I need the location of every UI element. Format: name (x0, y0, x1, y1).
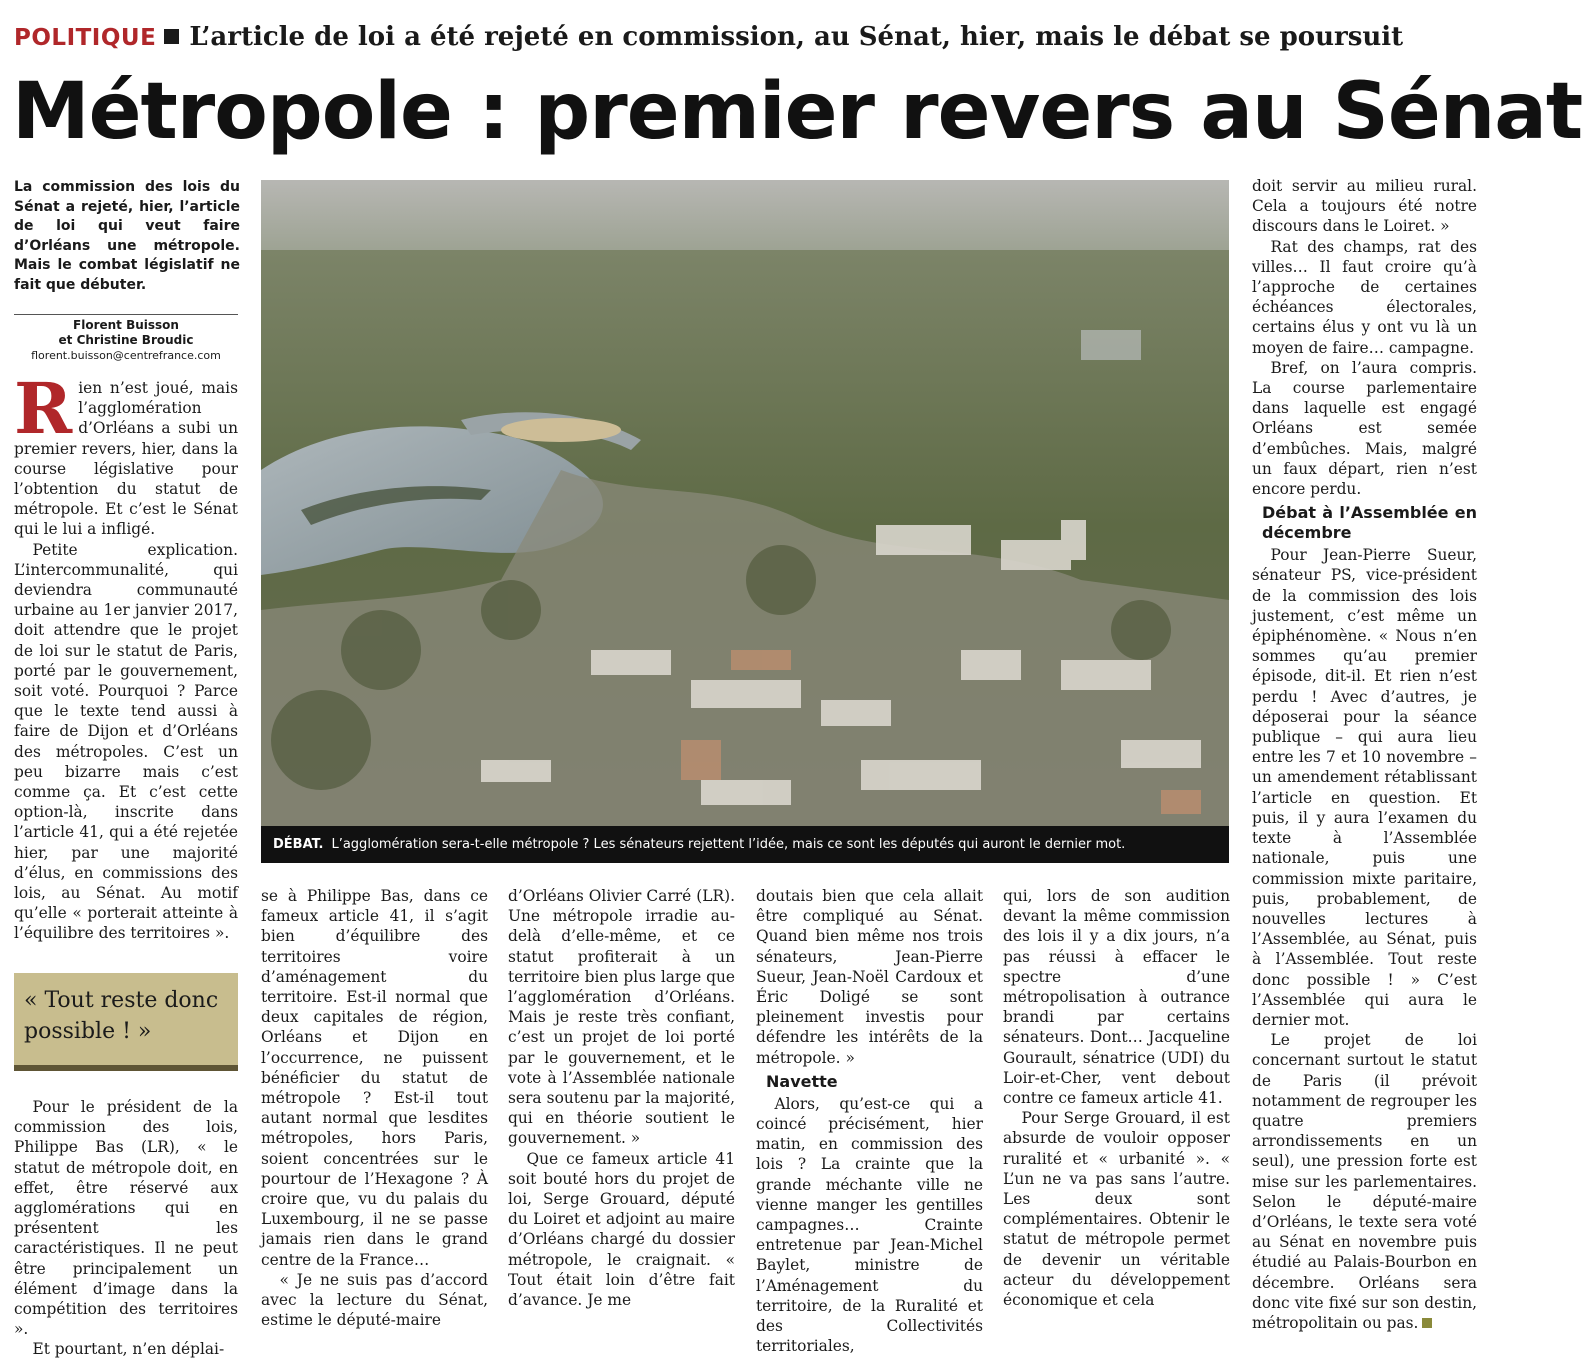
kicker (14, 22, 1403, 56)
article-paragraph: Et pourtant, n’en déplai- (32, 1340, 225, 1359)
article-column-4 (756, 886, 983, 1356)
article-paragraph: Bref, on l’aura compris. La course parlementaire dans laquelle est engagé Orléans est semée d’embûches. Mais, malgré un faux départ, rien n’est encore perdu. (1252, 358, 1477, 499)
kicker-square-icon (164, 29, 179, 44)
article-paragraph: Rien n’est joué, mais l’agglomération d’Orléans a subi un premier revers, hier, dans la course législative pour l’obtention du statut de métropole. Et c’est le Sénat qui le lui a infligé. (14, 367, 238, 539)
byline (14, 318, 238, 363)
photo-illustration (261, 180, 1229, 863)
article-column-6 (1252, 176, 1477, 1338)
article-paragraph: doutais bien que cela allait être compliqué au Sénat. Quand bien même nos trois sénateurs, Jean-Pierre Sueur, Jean-Noël Cardoux et Éric Doligé se sont pleinement investis pour défendre les intérêts de la métropole. » (756, 887, 983, 1067)
article-paragraph: « Je ne suis pas d’accord avec la lecture du Sénat, estime le député-maire (261, 1270, 488, 1330)
article-column-1 (14, 367, 238, 958)
article-paragraph: Alors, qu’est-ce qui a coincé précisément, hier matin, en commission des lois ? La crainte que la grande méchante ville ne vienne manger les gentilles campagnes… Crainte entretenue par Jean-Michel Baylet, ministre de l’Aménagement du territoire, de la Ruralité et des Collectivités territoriales, (756, 1094, 983, 1356)
byline-author-2: et Christine Broudic (58, 333, 194, 347)
byline-author-1: Florent Buisson (73, 318, 179, 332)
article-paragraph: doit servir au milieu rural. Cela a toujours été notre discours dans le Loiret. » (1252, 177, 1477, 236)
article-column-2 (261, 886, 488, 1338)
article-paragraph: Pour le président de la commission des lois, Philippe Bas (LR), « le statut de métropole doit, en effet, être réservé aux agglomérations qui en présentent les caractéristiques. Il ne peut être principalement un élément d’image dans la compétition des territoires ». (14, 1098, 238, 1339)
headline: Métropole : premier revers au Sénat (12, 67, 1582, 157)
byline-rule (14, 314, 238, 315)
section-label: POLITIQUE (14, 25, 157, 51)
article-column-3 (508, 886, 735, 1338)
subheading: Débat à l’Assemblée en décembre (1262, 503, 1477, 543)
subheading: Navette (766, 1071, 838, 1091)
article-paragraph: qui, lors de son audition devant la même commission des lois il y a dix jours, n’a pas réussi à effacer le spectre d’une métropolisation à outrance brandi par certains sénateurs. Dont… Jacqueline Gourault, sénatrice (UDI) du Loir-et-Cher, vent debout contre ce fameux article 41. (1003, 887, 1230, 1108)
lede: La commission des lois du Sénat a rejeté, hier, l’article de loi qui veut faire d’Orléans une métropole. Mais le combat législatif ne fait que débuter. (14, 179, 240, 293)
caption-label: DÉBAT. (273, 837, 324, 852)
article-paragraph: Pour Serge Grouard, il est absurde de vouloir opposer ruralité et « urbanité ». « L’un ne va pas sans l’autre. Les deux sont complémentaires. Obtenir le statut de métropole permet de devenir un véritable acteur du développement économique et cela (1003, 1109, 1230, 1310)
article-paragraph: Rat des champs, rat des villes… Il faut croire qu’à l’approche de certaines échéances électorales, certains élus y ont vu là un moyen de faire… campagne. (1252, 237, 1477, 357)
end-of-article-mark-icon (1422, 1318, 1432, 1328)
article-paragraph: se à Philippe Bas, dans ce fameux article 41, il s’agit bien d’équilibre des territoires voire d’aménagement du territoire. Est-il normal que deux capitales de région, Orléans et Dijon en l’occurrence, ne puissent bénéficier du statut de métropole ? Est-il tout autant normal que lesdites métropoles, hors Paris, soient concentrées sur le pourtour de l’Hexagone ? À croire que, vu du palais du Luxembourg, il ne se passe jamais rien dans le grand centre de la France… (261, 887, 488, 1269)
pull-quote: « Tout reste donc possible ! » (14, 973, 238, 1071)
article-paragraph: Pour Jean-Pierre Sueur, sénateur PS, vice-président de la commission des lois justement, c’est même un épiphénomène. « Nous n’en sommes qu’au premier épisode, dit-il. Et rien n’est perdu ! Avec d’autres, je déposerai pour la séance publique – qui aura lieu entre les 7 et 10 novembre – un amendement rétablissant l’article en question. Et puis, il y aura l’examen du texte à l’Assemblée nationale, puis une commission mixte paritaire, puis, probablement, de nouvelles lectures à l’Assemblée, au Sénat, puis à l’Assemblée. Tout reste donc possible ! » C’est l’Assemblée qui aura le dernier mot. (1252, 546, 1477, 1029)
byline-email: florent.buisson@centrefrance.com (31, 349, 221, 362)
caption-text: L’agglomération sera-t-elle métropole ? Les sénateurs rejettent l’idée, mais ce sont les députés qui auront le dernier mot. (331, 837, 1126, 852)
photo-caption (261, 826, 1229, 863)
article-paragraph: Que ce fameux article 41 soit bouté hors du projet de loi, Serge Grouard, député du Loiret et adjoint au maire d’Orléans chargé du dossier métropole, le craignait. « Tout était loin d’être fait d’avance. Je me (508, 1149, 735, 1310)
article-paragraph: Petite explication. L’intercommunalité, qui deviendra communauté urbaine au 1er janvier 2017, doit attendre que le projet de loi sur le statut de Paris, porté par le gouvernement, soit voté. Pourquoi ? Parce que le texte tend aussi à faire de Dijon et d’Orléans des métropoles. C’est un peu bizarre mais c’est comme ça. Et c’est cette option-là, inscrite dans l’article 41, qui a été rejetée hier, par une majorité d’élus, en commissions des lois, au Sénat. Au motif qu’elle « porterait atteinte à l’équilibre des territoires ». (14, 540, 238, 943)
article-paragraph: d’Orléans Olivier Carré (LR). Une métropole irradie au-delà d’elle-même, et ce statut profiterait à un territoire bien plus large que l’agglomération d’Orléans. Mais je reste très confiant, c’est un projet de loi porté par le gouvernement, et le vote à l’Assemblée nationale sera soutenu par la majorité, qui en théorie soutient le gouvernement. » (508, 887, 736, 1148)
article-column-5 (1003, 886, 1230, 1338)
kicker-text: L’article de loi a été rejeté en commission, au Sénat, hier, mais le débat se poursuit (189, 22, 1404, 52)
drop-cap: R (14, 367, 73, 450)
aerial-photo (261, 180, 1229, 863)
article-paragraph: Le projet de loi concernant surtout le statut de Paris (il prévoit notamment de regrouper les quatre premiers arrondissements en un seul), une pression forte est mise sur les parlementaires. Selon le député-maire d’Orléans, le texte sera voté au Sénat en novembre puis étudié au Palais-Bourbon en décembre. Orléans sera donc vite fixé sur son destin, métropolitain ou pas. (1252, 1031, 1477, 1332)
article-column-1-bottom (14, 1097, 238, 1359)
